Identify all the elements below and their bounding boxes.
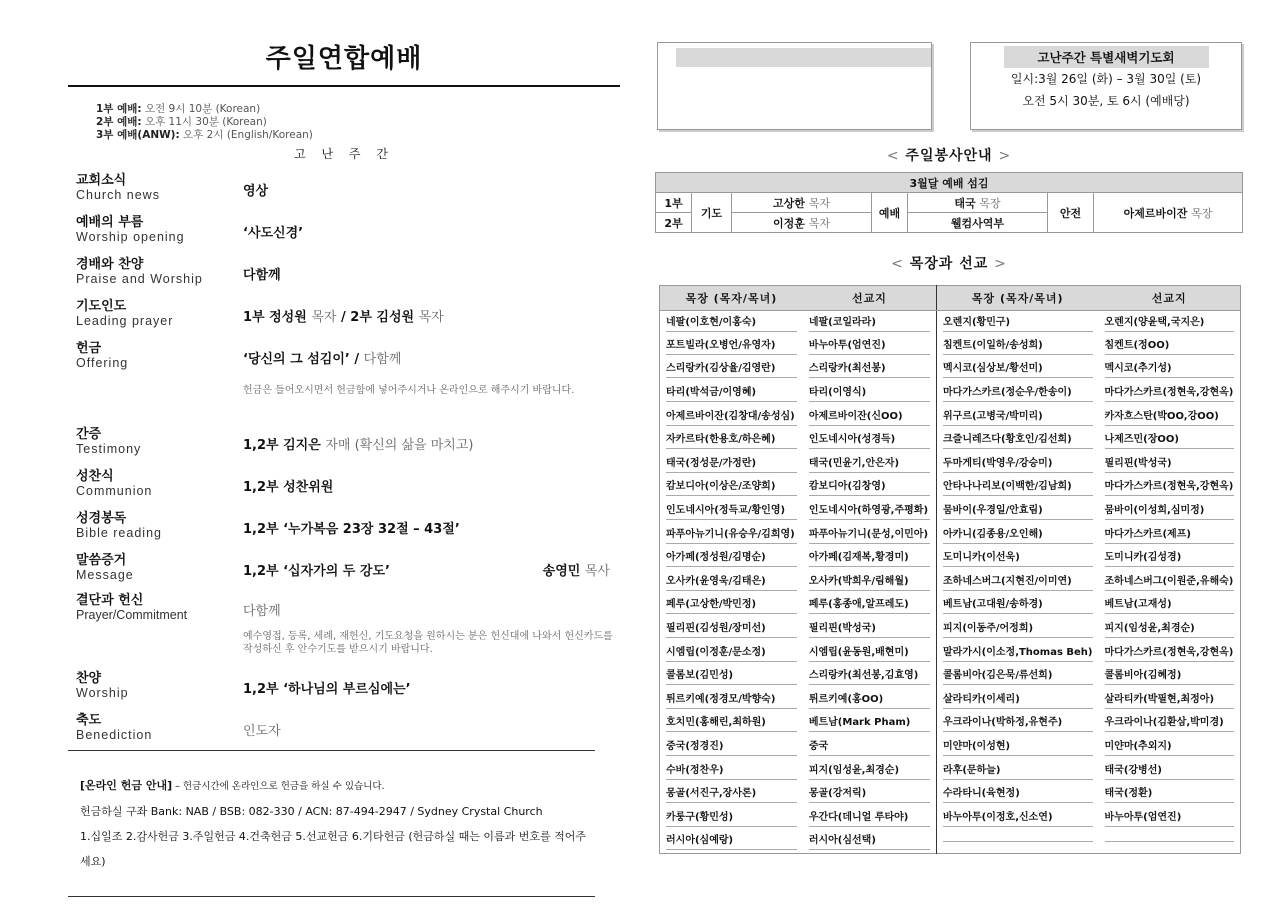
mission-cell-text: 우간다(데니얼 루타야) <box>809 809 930 827</box>
commitment-note: 예수영접, 등록, 세례, 재헌신, 기도요청을 원하시는 분은 헌신대에 나와서 헌신카드를 작성하신 후 안수기도를 받으시기 바랍니다. <box>243 631 613 655</box>
mission-cell-text: 파푸아뉴기니(문성,이민아) <box>809 526 930 544</box>
order-item-praise <box>68 258 620 300</box>
mission-row <box>660 452 1241 476</box>
bulletin-left-page <box>68 38 620 746</box>
mission-group-cell <box>937 782 1099 806</box>
mission-row <box>660 311 1241 335</box>
order-value: 1,2부 ‘누가복음 23장 32절 – 43절’ <box>243 522 460 537</box>
order-value: 1,2부 ‘십자가의 두 강도’ <box>243 564 390 579</box>
mission-field-cell <box>803 334 937 358</box>
order-title-ko: 교회소식 <box>76 173 127 188</box>
mission-cell-text: 조하네스버그(지현진/이미연) <box>943 573 1093 591</box>
mission-row <box>660 476 1241 500</box>
service-times <box>96 103 620 142</box>
mission-group-cell <box>937 452 1099 476</box>
mission-group-cell <box>937 617 1099 641</box>
mission-cell-text: 중국(정경진) <box>666 738 797 756</box>
mission-group-cell <box>660 594 803 618</box>
mission-cell-text: 멕시코(추기성) <box>1105 360 1235 378</box>
mission-field-cell <box>803 594 937 618</box>
mission-group-cell <box>937 476 1099 500</box>
mission-group-cell <box>660 334 803 358</box>
mission-group-cell <box>660 806 803 830</box>
bank-details: 헌금하실 구좌 Bank: NAB / BSB: 082-330 / ACN: 87-494-2947 / Sydney Crystal Church <box>80 805 543 818</box>
mission-group-cell <box>937 735 1099 759</box>
order-title-en: Prayer/Commitment <box>76 608 188 622</box>
duty-month: 3월달 예배 섬김 <box>656 173 1243 193</box>
mission-cell-text: 아가페(정성원/김명순) <box>666 549 797 567</box>
order-title-ko: 축도 <box>76 713 102 728</box>
order-title-en: Worship opening <box>76 230 185 244</box>
mission-cell-text: 마다가스카르(정현욱,강현옥) <box>1105 644 1235 662</box>
mission-field-cell <box>803 405 937 429</box>
mission-cell-text: 아제르바이잔(김창대/송성심) <box>666 408 797 426</box>
duty-service: 2부 <box>656 213 692 233</box>
mission-group-cell <box>937 405 1099 429</box>
mission-row <box>660 688 1241 712</box>
mission-cell-text: 타리(박석금/이영혜) <box>666 384 797 402</box>
mission-row <box>660 782 1241 806</box>
mission-group-cell <box>937 641 1099 665</box>
mission-field-cell <box>1099 428 1241 452</box>
mission-group-cell <box>937 523 1099 547</box>
mission-group-cell <box>660 664 803 688</box>
mission-cell-text: 오렌지(양윤택,국지은) <box>1105 314 1235 332</box>
mission-field-cell <box>1099 452 1241 476</box>
mission-row <box>660 381 1241 405</box>
mission-field-cell <box>803 641 937 665</box>
order-title-en: Testimony <box>76 442 142 456</box>
order-title-en: Benediction <box>76 728 153 742</box>
mission-group-cell <box>660 381 803 405</box>
mission-cell-text: 말라가시(이소정,Thomas Beh) <box>943 644 1093 662</box>
mission-row <box>660 641 1241 665</box>
mission-group-cell <box>937 712 1099 736</box>
mission-field-cell <box>1099 546 1241 570</box>
mission-field-cell <box>803 381 937 405</box>
mission-group-cell <box>937 311 1099 335</box>
early-prayer-dates: 일시:3월 26일 (화) – 3월 30일 (토) <box>1010 72 1202 86</box>
mission-cell-text: 러시아(심선택) <box>809 832 930 850</box>
mission-cell-text: 베트남(Mark Pham) <box>809 714 930 732</box>
duty-table <box>655 172 1243 233</box>
mission-cell-text: 카자흐스탄(박OO,강OO) <box>1105 408 1235 426</box>
mission-cell-text: 마다가스카르(정현욱,강현옥) <box>1105 478 1235 496</box>
mission-row <box>660 617 1241 641</box>
mission-field-cell <box>803 523 937 547</box>
mission-cell-text: 스리랑카(최선봉,김효영) <box>809 667 930 685</box>
offering-note: 헌금은 들어오시면서 헌금함에 넣어주시거나 온라인으로 해주시기 바랍니다. <box>243 385 575 396</box>
mission-field-cell <box>803 806 937 830</box>
mission-field-cell <box>803 759 937 783</box>
order-title-ko: 성경봉독 <box>76 511 127 526</box>
mission-row <box>660 570 1241 594</box>
mission-cell-text: 필리핀(박성국) <box>1105 455 1235 473</box>
mission-cell-text: 도미니카(이선욱) <box>943 549 1093 567</box>
mission-group-cell <box>660 688 803 712</box>
service-time-2: 2부 예배: 오후 11시 30분 (Korean) <box>96 116 267 128</box>
order-item-worship-song <box>68 672 620 714</box>
order-value: 1,2부 ‘하나님의 부르심에는’ <box>243 682 411 697</box>
mission-header: 목장 (목자/목녀) <box>660 286 803 311</box>
mission-row <box>660 428 1241 452</box>
mission-field-cell <box>803 428 937 452</box>
order-value: ‘당신의 그 섬김이’ / 다함께 <box>243 352 402 367</box>
order-value: 다함께 <box>243 268 281 283</box>
mission-row <box>660 546 1241 570</box>
mission-cell-text: 태국(강병선) <box>1105 762 1235 780</box>
mission-cell-text: 바누아투(이정호,신소연) <box>943 809 1093 827</box>
mission-cell-text: 러시아(심예랑) <box>666 832 797 850</box>
mission-cell-text: 베트남(고재성) <box>1105 596 1235 614</box>
mission-cell-text: 바누아투(엄연진) <box>1105 809 1235 827</box>
mission-cell-text: 캄보디아(김창영) <box>809 478 930 496</box>
mission-cell-text: 태국(정환) <box>1105 785 1235 803</box>
order-value: 인도자 <box>243 724 281 739</box>
mission-cell-text: 오사카(박희우/림해월) <box>809 573 930 591</box>
mission-cell-text: 콜롬비아(김은묵/류선희) <box>943 667 1093 685</box>
mission-group-cell <box>937 664 1099 688</box>
mission-cell-text: 미얀마(추외지) <box>1105 738 1235 756</box>
duty-usher-who: 아제르바이잔 목장 <box>1094 193 1243 233</box>
mission-group-cell <box>937 546 1099 570</box>
mission-field-cell <box>803 499 937 523</box>
mission-header: 목장 (목자/목녀) <box>937 286 1099 311</box>
order-item-offering <box>68 342 620 380</box>
online-offering-head: [온라인 헌금 안내] – 헌금시간에 온라인으로 헌금을 하실 수 있습니다. <box>80 779 385 792</box>
order-item-leading-prayer <box>68 300 620 342</box>
order-title-ko: 성찬식 <box>76 469 114 484</box>
mission-cell-text: 위구르(고병국/박미리) <box>943 408 1093 426</box>
order-title-en: Church news <box>76 188 160 202</box>
mission-cell-text: 베트남(고대원/송하경) <box>943 596 1093 614</box>
mission-field-cell <box>1099 381 1241 405</box>
mission-group-cell <box>660 570 803 594</box>
mission-cell-text: 두마게티(박영우/강승미) <box>943 455 1093 473</box>
mission-cell-text: 자카르타(한용호/하은혜) <box>666 431 797 449</box>
mission-group-cell <box>660 546 803 570</box>
order-title-en: Praise and Worship <box>76 272 203 286</box>
page-title: 주일연합예배 <box>68 38 620 87</box>
mission-cell-text <box>943 841 1093 842</box>
mission-field-cell <box>803 570 937 594</box>
order-title-en: Worship <box>76 686 129 700</box>
mission-field-cell <box>803 830 937 854</box>
order-title-en: Leading prayer <box>76 314 174 328</box>
mission-cell-text: 스리랑카(김상율/김영란) <box>666 360 797 378</box>
order-value: 1,2부 성찬위원 <box>243 480 334 495</box>
mission-field-cell <box>803 452 937 476</box>
order-title-en: Bible reading <box>76 526 162 540</box>
mission-cell-text: 마다가스카르(정순우/한송이) <box>943 384 1093 402</box>
mission-field-cell <box>803 712 937 736</box>
mission-group-cell <box>937 759 1099 783</box>
online-offering-box <box>68 750 595 897</box>
mission-group-cell <box>937 381 1099 405</box>
order-value: 1부 정성원 목자 / 2부 김성원 목자 <box>243 310 444 325</box>
mission-cell-text: 태국(민윤기,안은자) <box>809 455 930 473</box>
mission-row <box>660 499 1241 523</box>
mission-field-cell <box>1099 358 1241 382</box>
mission-row <box>660 334 1241 358</box>
mission-cell-text: 우크라이나(김환삼,박미경) <box>1105 714 1235 732</box>
mission-cell-text: 네팔(이호현/이홍숙) <box>666 314 797 332</box>
order-of-service <box>68 174 620 746</box>
mission-field-cell <box>803 476 937 500</box>
mission-cell-text: 침켄트(정OO) <box>1105 337 1235 355</box>
service-time-1: 1부 예배: 오전 9시 10분 (Korean) <box>96 103 261 115</box>
mission-field-cell <box>1099 570 1241 594</box>
mission-group-cell <box>660 523 803 547</box>
mission-field-cell <box>1099 830 1241 854</box>
order-value: 다함께 <box>243 604 281 619</box>
mission-cell-text: 수바(정찬우) <box>666 762 797 780</box>
mission-cell-text: 태국(정성문/가정란) <box>666 455 797 473</box>
mission-field-cell <box>1099 735 1241 759</box>
mission-cell-text: 파푸아뉴기니(유승우/김희영) <box>666 526 797 544</box>
mission-group-cell <box>937 570 1099 594</box>
order-title-ko: 경배와 찬양 <box>76 257 144 272</box>
mission-cell-text: 시엠립(윤동원,배현미) <box>809 644 930 662</box>
mission-cell-text: 피지(임성윤,최경순) <box>1105 620 1235 638</box>
mission-cell-text: 스리랑카(최선봉) <box>809 360 930 378</box>
mission-field-cell <box>803 688 937 712</box>
mission-field-cell <box>803 664 937 688</box>
mission-cell-text: 피지(임성윤,최경순) <box>809 762 930 780</box>
mission-group-cell <box>937 334 1099 358</box>
mission-field-cell <box>1099 499 1241 523</box>
mission-cell-text: 도미니카(김성경) <box>1105 549 1235 567</box>
order-item-communion <box>68 470 620 512</box>
duty-person2: 웰컴사역부 <box>908 213 1048 233</box>
mission-cell-text: 캄보디아(이상은/조양희) <box>666 478 797 496</box>
mission-field-cell <box>1099 712 1241 736</box>
mission-group-cell <box>660 452 803 476</box>
mission-group-cell <box>660 405 803 429</box>
order-title-en: Communion <box>76 484 153 498</box>
mission-field-cell <box>1099 664 1241 688</box>
mission-field-cell <box>1099 617 1241 641</box>
mission-cell-text <box>1105 841 1235 842</box>
mission-row <box>660 358 1241 382</box>
mission-cell-text: 우크라이나(박하정,유현주) <box>943 714 1093 732</box>
mission-cell-text: 몽골(서진구,장사론) <box>666 785 797 803</box>
offering-types: 1.십일조 2.감사헌금 3.주일헌금 4.건축헌금 5.선교헌금 6.기타헌금 (헌금하실 때는 이름과 번호를 적어주세요) <box>80 830 587 868</box>
mission-cell-text: 포트빌라(오병언/유영자) <box>666 337 797 355</box>
offering-note-row <box>68 380 620 428</box>
mission-cell-text: 인도네시아(성경득) <box>809 431 930 449</box>
order-item-commitment <box>68 594 620 630</box>
duty-person: 고상한 목자 <box>732 193 872 213</box>
mission-cell-text: 타리(이영식) <box>809 384 930 402</box>
mission-cell-text: 미얀마(이성현) <box>943 738 1093 756</box>
duty-section-title: < 주일봉사안내 > <box>886 148 1012 164</box>
early-prayer-title: 고난주간 특별새벽기도회 <box>1004 46 1209 68</box>
mission-field-cell <box>1099 311 1241 335</box>
mission-cell-text: 아가페(김재복,황경미) <box>809 549 930 567</box>
order-item-worship-opening <box>68 216 620 258</box>
mission-header: 선교지 <box>803 286 937 311</box>
mission-row <box>660 523 1241 547</box>
service-time-3: 3부 예배(ANW): 오후 2시 (English/Korean) <box>96 129 313 141</box>
mission-cell-text: 안타나나리보(이백한/김남희) <box>943 478 1093 496</box>
mission-cell-text: 아제르바이잔(신OO) <box>809 408 930 426</box>
mission-group-cell <box>660 358 803 382</box>
mission-cell-text: 콜롬비아(김혜정) <box>1105 667 1235 685</box>
mission-group-cell <box>660 641 803 665</box>
order-title-ko: 헌금 <box>76 341 102 356</box>
mission-cell-text: 조하네스버그(이원준,유해숙) <box>1105 573 1235 591</box>
mission-field-cell <box>1099 641 1241 665</box>
mission-field-cell <box>803 782 937 806</box>
mission-field-cell <box>803 546 937 570</box>
mission-cell-text: 네팔(코일라라) <box>809 314 930 332</box>
mission-cell-text: 피지(이동주/어정희) <box>943 620 1093 638</box>
duty-person2: 태국 목장 <box>908 193 1048 213</box>
mission-group-cell <box>660 499 803 523</box>
order-title-ko: 결단과 헌신 <box>76 593 144 608</box>
order-value: ‘사도신경’ <box>243 226 304 241</box>
early-prayer-box <box>970 42 1242 130</box>
mission-cell-text: 크즐니레즈다(황호인/김선희) <box>943 431 1093 449</box>
mission-field-cell <box>1099 806 1241 830</box>
mission-field-cell <box>1099 476 1241 500</box>
commitment-note-row <box>68 630 620 672</box>
announcement-header-bar <box>676 48 931 67</box>
mission-cell-text: 마다가스카르(정현욱,강현옥) <box>1105 384 1235 402</box>
duty-role2: 예배 <box>872 193 908 233</box>
mission-group-cell <box>660 311 803 335</box>
mission-field-cell <box>803 735 937 759</box>
mission-cell-text: 호치민(홍해린,최하원) <box>666 714 797 732</box>
mission-field-cell <box>1099 405 1241 429</box>
mission-cell-text: 필리핀(김성원/장미선) <box>666 620 797 638</box>
mission-field-cell <box>803 311 937 335</box>
mission-group-cell <box>660 476 803 500</box>
mission-group-cell <box>937 688 1099 712</box>
mission-cell-text: 필리핀(박성국) <box>809 620 930 638</box>
order-title-ko: 간증 <box>76 427 102 442</box>
mission-group-cell <box>660 735 803 759</box>
mission-group-cell <box>937 428 1099 452</box>
mission-group-cell <box>660 782 803 806</box>
order-title-ko: 찬양 <box>76 671 102 686</box>
mission-group-cell <box>660 759 803 783</box>
mission-cell-text: 시엠립(이정훈/문소정) <box>666 644 797 662</box>
announcement-box <box>657 42 932 130</box>
mission-cell-text: 인도네시아(정득교/황인영) <box>666 502 797 520</box>
mission-cell-text: 살라티카(박필현,최정아) <box>1105 691 1235 709</box>
mission-group-cell <box>660 830 803 854</box>
mission-group-cell <box>660 428 803 452</box>
mission-cell-text: 오렌지(황민구) <box>943 314 1093 332</box>
mission-cell-text: 콜롬보(김민성) <box>666 667 797 685</box>
order-item-benediction <box>68 714 620 746</box>
mission-cell-text: 침켄트(이일하/송성희) <box>943 337 1093 355</box>
mission-group-cell <box>937 806 1099 830</box>
mission-field-cell <box>1099 688 1241 712</box>
mission-row <box>660 712 1241 736</box>
mission-section-title: < 목장과 선교 > <box>891 256 1007 272</box>
mission-group-cell <box>660 712 803 736</box>
order-value: 1,2부 김지은 자매 (확신의 삶을 마치고) <box>243 438 474 453</box>
mission-field-cell <box>1099 782 1241 806</box>
mission-cell-text: 나제즈민(장OO) <box>1105 431 1235 449</box>
mission-row <box>660 806 1241 830</box>
mission-row <box>660 594 1241 618</box>
mission-group-cell <box>660 617 803 641</box>
mission-cell-text: 살라티카(이세리) <box>943 691 1093 709</box>
order-item-message <box>68 554 620 594</box>
week-label: 고 난 주 간 <box>294 147 394 161</box>
duty-person: 이정훈 목자 <box>732 213 872 233</box>
mission-field-cell <box>1099 523 1241 547</box>
order-item-church-news <box>68 174 620 216</box>
mission-cell-text: 라후(문하늘) <box>943 762 1093 780</box>
mission-row <box>660 735 1241 759</box>
mission-field-cell <box>1099 759 1241 783</box>
order-title-ko: 기도인도 <box>76 299 127 314</box>
order-title-ko: 예배의 부름 <box>76 215 144 230</box>
mission-cell-text: 멕시코(심상보/황선미) <box>943 360 1093 378</box>
mission-cell-text: 수라타니(육현정) <box>943 785 1093 803</box>
mission-table <box>659 285 1241 854</box>
mission-group-cell <box>937 594 1099 618</box>
mission-cell-text: 페루(홍종애,알프레도) <box>809 596 930 614</box>
mission-cell-text: 카룽구(황민성) <box>666 809 797 827</box>
order-title-en: Message <box>76 568 134 582</box>
mission-header: 선교지 <box>1099 286 1241 311</box>
preacher: 송영민 목사 <box>542 564 610 579</box>
mission-field-cell <box>803 617 937 641</box>
order-item-testimony <box>68 428 620 470</box>
order-title-en: Offering <box>76 356 129 370</box>
mission-cell-text: 마다가스카르(제프) <box>1105 526 1235 544</box>
duty-usher: 안전 <box>1048 193 1094 233</box>
mission-cell-text: 바누아투(엄연진) <box>809 337 930 355</box>
mission-cell-text: 중국 <box>809 738 930 756</box>
mission-cell-text: 인도네시아(하영광,주평화) <box>809 502 930 520</box>
mission-group-cell <box>937 499 1099 523</box>
mission-cell-text: 페루(고상한/박민정) <box>666 596 797 614</box>
order-title-ko: 말씀증거 <box>76 553 127 568</box>
mission-cell-text: 튀르키예(정경모/박향숙) <box>666 691 797 709</box>
mission-field-cell <box>1099 594 1241 618</box>
mission-cell-text: 오사카(윤영욱/김태은) <box>666 573 797 591</box>
mission-cell-text: 뭄바이(이성희,심미정) <box>1105 502 1235 520</box>
early-prayer-times: 오전 5시 30분, 토 6시 (예배당) <box>1022 94 1190 108</box>
mission-cell-text: 뭄바이(우경일/안효림) <box>943 502 1093 520</box>
order-value: 영상 <box>243 184 269 199</box>
mission-cell-text: 아카니(김종용/오인해) <box>943 526 1093 544</box>
mission-field-cell <box>803 358 937 382</box>
mission-field-cell <box>1099 334 1241 358</box>
mission-row <box>660 830 1241 854</box>
mission-group-cell <box>937 358 1099 382</box>
mission-row <box>660 405 1241 429</box>
mission-group-cell <box>937 830 1099 854</box>
mission-cell-text: 튀르키예(홍OO) <box>809 691 930 709</box>
mission-row <box>660 759 1241 783</box>
mission-row <box>660 664 1241 688</box>
duty-role: 기도 <box>692 193 732 233</box>
duty-service: 1부 <box>656 193 692 213</box>
order-item-bible-reading <box>68 512 620 554</box>
mission-cell-text: 몽골(강저릭) <box>809 785 930 803</box>
